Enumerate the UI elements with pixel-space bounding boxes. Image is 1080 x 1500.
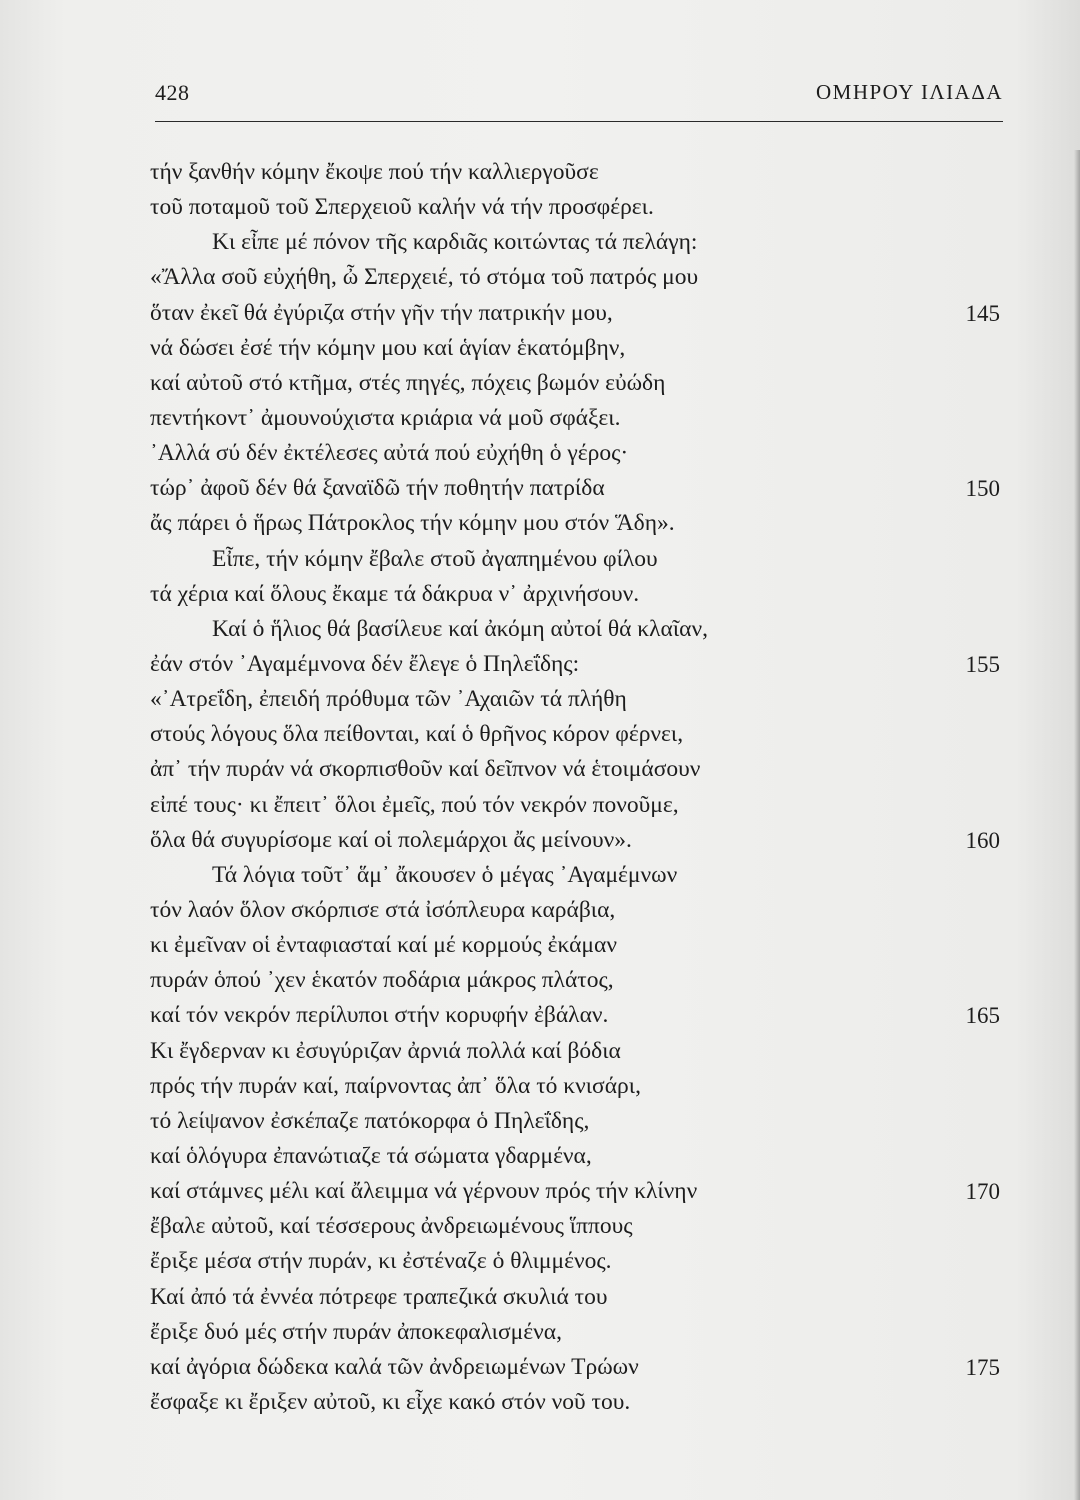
verse-text: ἔβαλε αὐτοῦ, καί τέσσερους ἀνδρειωμένους ἵππους (150, 1213, 633, 1240)
verse-text: Κι εἶπε μέ πόνον τῆς καρδιᾶς κοιτώντας τά πελάγη: (212, 229, 698, 256)
verse-line (150, 1104, 1000, 1139)
verse-line (150, 1385, 1000, 1420)
verse-text: κι ἐμεῖναν οἱ ἐνταφιασταί καί μέ κορμούς ἐκάμαν (150, 932, 617, 959)
verse-text: ᾿Αλλά σύ δέν ἐκτέλεσες αὐτά πού εὐχήθη ὁ γέρος· (150, 440, 629, 467)
verse-text: καί ὁλόγυρα ἐπανώτιαζε τά σώματα γδαρμένα, (150, 1142, 592, 1169)
verse-text: ὅταν ἐκεῖ θά ἐγύριζα στήν γῆν τήν πατρικήν μου, (150, 299, 613, 326)
line-number: 155 (965, 651, 1000, 677)
verse-line (150, 1174, 1000, 1209)
verse-line (150, 682, 1000, 717)
verse-line (150, 998, 1000, 1033)
verse-line (150, 647, 1000, 682)
verse-text: ἔσφαξε κι ἔριξεν αὐτοῦ, κι εἶχε κακό στόν νοῦ του. (150, 1388, 631, 1415)
verse-text: τοῦ ποταμοῦ τοῦ Σπερχειοῦ καλήν νά τήν προσφέρει. (150, 194, 654, 221)
header-rule (155, 121, 1003, 122)
verse-line (150, 823, 1000, 858)
verse-line (150, 506, 1000, 541)
verse-line (150, 366, 1000, 401)
verse-line (150, 858, 1000, 893)
verse-line (150, 577, 1000, 612)
verse-line (150, 225, 1000, 260)
page-edge-shadow (1074, 150, 1080, 1500)
verse-line (150, 1315, 1000, 1350)
verse-text: τό λείψανον ἐσκέπαζε πατόκορφα ὁ Πηλεΐδης, (150, 1107, 590, 1134)
page-number: 428 (155, 80, 190, 105)
verse-text: καί ἀγόρια δώδεκα καλά τῶν ἀνδρειωμένων Τρώων (150, 1353, 639, 1380)
line-number: 175 (965, 1354, 1000, 1380)
verse-line (150, 717, 1000, 752)
verse-line (150, 471, 1000, 506)
line-number: 170 (965, 1179, 1000, 1205)
verse-line (150, 1244, 1000, 1279)
verse-line (150, 296, 1000, 331)
verse-line (150, 612, 1000, 647)
running-head: ΟΜΗΡΟΥ ΙΛΙΑΔΑ (816, 80, 1003, 104)
line-number: 145 (965, 300, 1000, 326)
verse-line (150, 1034, 1000, 1069)
verse-line (150, 928, 1000, 963)
verse-line (150, 788, 1000, 823)
verse-line (150, 436, 1000, 471)
verse-text: Καί ἀπό τά ἐννέα πότρεφε τραπεζικά σκυλιά του (150, 1283, 608, 1310)
verse-line (150, 752, 1000, 787)
verse-text: ὅλα θά συγυρίσομε καί οἱ πολεμάρχοι ἄς μείνουν». (150, 826, 632, 853)
verse-text: πεντήκοντ᾿ ἀμουνούχιστα κριάρια νά μοῦ σφάξει. (150, 404, 621, 431)
verse-line (150, 963, 1000, 998)
line-number: 160 (965, 827, 1000, 853)
verse-text: εἰπέ τους· κι ἔπειτ᾿ ὅλοι ἐμεῖς, πού τόν νεκρόν πονοῦμε, (150, 791, 679, 818)
verse-text: «᾿Ατρεΐδη, ἐπειδή πρόθυμα τῶν ᾿Αχαιῶν τά πλήθη (150, 686, 627, 713)
verse-text: τά χέρια καί ὅλους ἔκαμε τά δάκρυα ν᾿ ἀρχινήσουν. (150, 580, 640, 607)
verse-text: Κι ἔγδερναν κι ἐσυγύριζαν ἀρνιά πολλά καί βόδια (150, 1037, 621, 1064)
verse-text: Τά λόγια τοῦτ᾿ ἅμ᾿ ἄκουσεν ὁ μέγας ᾿Αγαμέμνων (212, 861, 678, 888)
verse-text: τώρ᾿ ἀφοῦ δέν θά ξαναϊδῶ τήν ποθητήν πατρίδα (150, 475, 605, 502)
verse-line (150, 1069, 1000, 1104)
verse-line (150, 1209, 1000, 1244)
verse-text: νά δώσει ἐσέ τήν κόμην μου καί ἁγίαν ἑκατόμβην, (150, 334, 626, 361)
verse-text: στούς λόγους ὅλα πείθονται, καί ὁ θρῆνος κόρον φέρνει, (150, 721, 684, 748)
verse-text: πυράν ὁπού ᾿χεν ἑκατόν ποδάρια μάκρος πλάτος, (150, 967, 614, 994)
verse-text: Καί ὁ ἥλιος θά βασίλευε καί ἀκόμη αὐτοί θά κλαῖαν, (212, 615, 708, 642)
verse-text: καί τόν νεκρόν περίλυποι στήν κορυφήν ἐβάλαν. (150, 1002, 609, 1029)
verse-text: ἀπ᾿ τήν πυράν νά σκορπισθοῦν καί δεῖπνον νά ἑτοιμάσουν (150, 756, 701, 783)
verse-text: τόν λαόν ὅλον σκόρπισε στά ἰσόπλευρα καράβια, (150, 896, 616, 923)
verse-line (150, 1280, 1000, 1315)
verse-line (150, 1139, 1000, 1174)
verse-list (150, 155, 1000, 1420)
verse-text: πρός τήν πυράν καί, παίρνοντας ἀπ᾿ ὅλα τό κνισάρι, (150, 1072, 641, 1099)
verse-text: ἔριξε μέσα στήν πυράν, κι ἐστέναζε ὁ θλιμμένος. (150, 1248, 612, 1275)
verse-line (150, 155, 1000, 190)
verse-line (150, 893, 1000, 928)
verse-text: «Ἄλλα σοῦ εὐχήθη, ὦ Σπερχειέ, τό στόμα τοῦ πατρός μου (150, 264, 699, 291)
verse-line (150, 542, 1000, 577)
verse-line (150, 190, 1000, 225)
verse-text: ἐάν στόν ᾿Αγαμέμνονα δέν ἔλεγε ὁ Πηλεΐδης: (150, 650, 580, 677)
verse-line (150, 260, 1000, 295)
verse-text: ἔριξε δυό μές στήν πυράν ἀποκεφαλισμένα, (150, 1318, 562, 1345)
line-number: 150 (965, 476, 1000, 502)
verse-text: τήν ξανθήν κόμην ἔκοψε πού τήν καλλιεργοῦσε (150, 159, 599, 185)
verse-text: ἄς πάρει ὁ ἥρως Πάτροκλος τήν κόμην μου στόν Ἅδη». (150, 510, 675, 537)
line-number: 165 (965, 1003, 1000, 1029)
verse-line (150, 1350, 1000, 1385)
verse-line (150, 331, 1000, 366)
verse-text: καί στάμνες μέλι καί ἄλειμμα νά γέρνουν πρός τήν κλίνην (150, 1178, 698, 1205)
verse-text: Εἶπε, τήν κόμην ἔβαλε στοῦ ἀγαπημένου φίλου (212, 545, 658, 572)
verse-line (150, 401, 1000, 436)
verse-text: καί αὐτοῦ στό κτῆμα, στές πηγές, πόχεις βωμόν εὐώδη (150, 369, 666, 396)
page-header (155, 80, 1003, 120)
